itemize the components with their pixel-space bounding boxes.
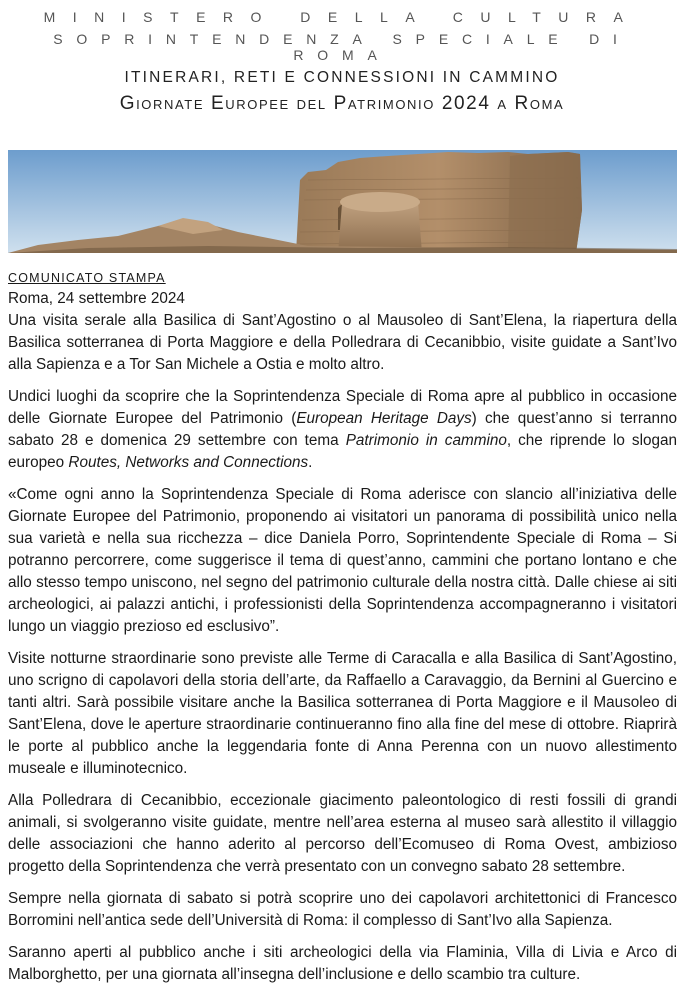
ministry-name: MINISTERO DELLA CULTURA: [43, 9, 641, 25]
paragraph-2-text-b: ) che quest’anno si terranno sabato 28 e domenica 29 settembre con tema: [8, 410, 677, 449]
paragraph-2-text-c: , che riprende lo slogan europeo: [8, 432, 677, 471]
press-release-body: [8, 270, 677, 996]
paragraph-1: Una visita serale alla Basilica di Sant’Agostino o al Mausoleo di Sant’Elena, la riapertura della Basilica sotterranea di Porta Maggiore e della Polledrara di Cecanibbio, visite guidate a Sant’Ivo alla Sapienza e a Tor San Michele a Ostia e molto altro.: [8, 312, 677, 373]
paragraph-3: «Come ogni anno la Soprintendenza Speciale di Roma aderisce con slancio all’iniziativa delle Giornate Europee del Patrimonio, proponendo ai visitatori un panorama di possibilità unico nella sua varietà e nella sua ricchezza – dice Daniela Porro, Soprintendente Speciale di Roma – Si potranno percorrere, come suggerisce il tema di quest’anno, cammini che portano lontano e che allo stesso tempo uniscono, nel segno del patrimonio culturale della nostra città. Dalle chiese ai siti archeologici, ai palazzi antichi, i professionisti della Soprintendenza accompagneranno i visitatori lungo un viaggio prezioso ed esclusivo”.: [8, 486, 677, 635]
press-release-kicker: COMUNICATO STAMPA: [8, 271, 166, 285]
banner-image: [8, 150, 677, 253]
paragraph-2: [8, 386, 677, 474]
paragraph-2-emphasis-1: European Heritage Days: [296, 410, 472, 427]
paragraph-2-emphasis-3: Routes, Networks and Connections: [68, 454, 309, 471]
paragraph-6: Sempre nella giornata di sabato si potrà scoprire uno dei capolavori architettonici di Francesco Borromini nell’antica sede dell’Università di Roma: il complesso di Sant’Ivo alla Sapienza.: [8, 890, 677, 929]
department-name: SOPRINTENDENZA SPECIALE DI ROMA: [53, 31, 631, 63]
ruins-illustration: [8, 150, 677, 253]
paragraph-5: Alla Polledrara di Cecanibbio, eccezionale giacimento paleontologico di resti fossili di grandi animali, si svolgeranno visite guidate, mentre nell’area esterna al museo sarà allestito il villaggio delle associazioni che hanno aderito al percorso dell’Ecomuseo di Roma Ovest, ambizioso progetto della Soprintendenza che verrà presentato con un convegno sabato 28 settembre.: [8, 792, 677, 875]
dateline: Roma, 24 settembre 2024: [8, 290, 185, 307]
paragraph-2-emphasis-2: Patrimonio in cammino: [345, 432, 507, 449]
paragraph-4: Visite notturne straordinarie sono previste alle Terme di Caracalla e alla Basilica di Sant’Agostino, uno scrigno di capolavori della storia dell’arte, da Raffaello a Caravaggio, da Bernini al Guercino e tanti altri. Sarà possibile visitare anche la Basilica sotterranea di Porta Maggiore e il Mausoleo di Sant’Elena, dove le aperture straordinarie continueranno fino alla fine del mese di ottobre. Riaprirà le porte al pubblico anche la leggendaria fonte di Anna Perenna con un nuovo allestimento museale e illuminotecnico.: [8, 650, 677, 777]
document-title: ITINERARI, RETI E CONNESSIONI IN CAMMINO: [124, 69, 560, 86]
paragraph-2-text-a: Undici luoghi da scoprire che la Soprintendenza Speciale di Roma apre al pubblico in occasione delle Giornate Europee del Patrimonio (: [8, 388, 677, 427]
document-subtitle: Giornate Europee del Patrimonio 2024 a Roma: [119, 93, 565, 114]
paragraph-2-text-d: .: [308, 454, 313, 471]
paragraph-7: Saranno aperti al pubblico anche i siti archeologici della via Flaminia, Villa di Livia e Arco di Malborghetto, per una giornata all’insegna dell’inclusione e dello scambio tra culture.: [8, 944, 677, 983]
